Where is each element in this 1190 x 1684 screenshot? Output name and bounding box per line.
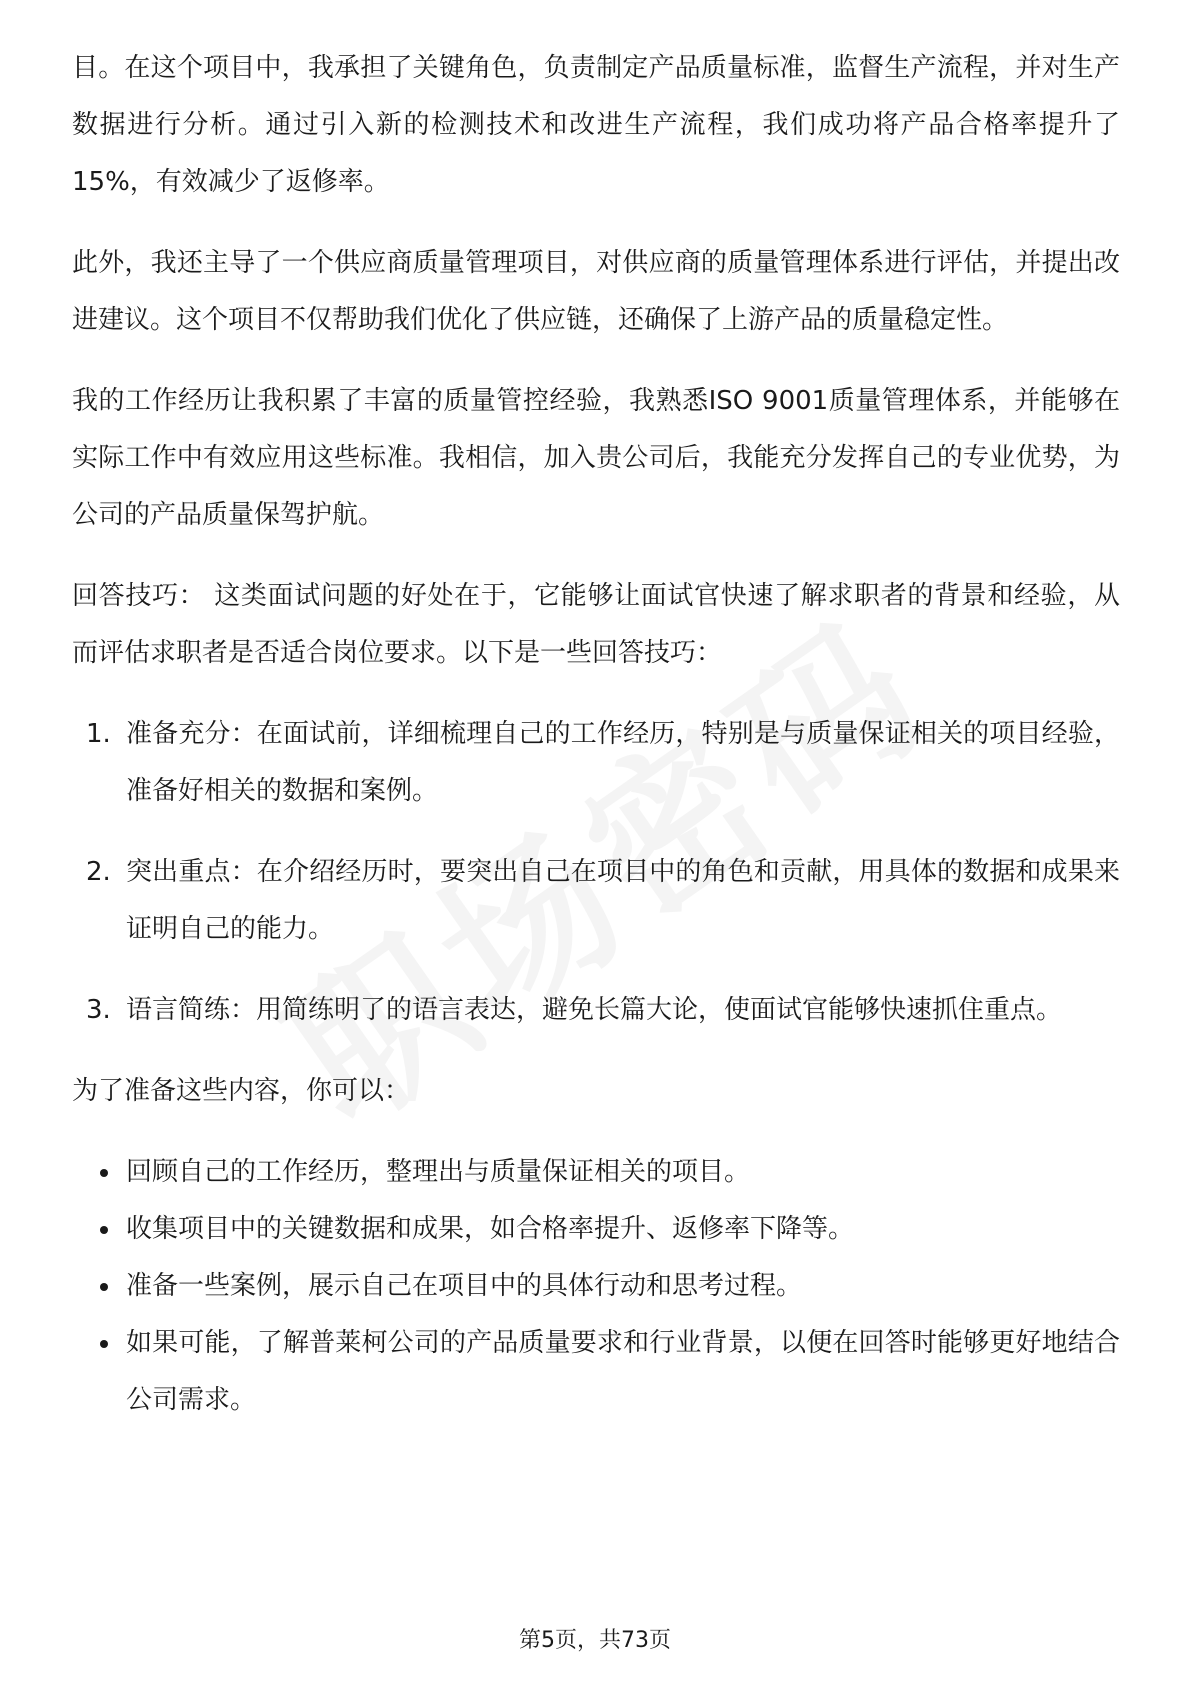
list-number: 3. <box>86 995 111 1025</box>
paragraph-supplier-project: 此外，我还主导了一个供应商质量管理项目，对供应商的质量管理体系进行评估，并提出改进建议。这个项目不仅帮助我们优化了供应链，还确保了上游产品的质量稳定性。 <box>72 248 1120 335</box>
document-body <box>72 40 1120 1429</box>
list-item <box>72 1315 1120 1429</box>
page-number: 第5页，共73页 <box>519 1628 671 1653</box>
list-item <box>72 844 1120 958</box>
tips-list <box>72 706 1120 1039</box>
list-item <box>72 982 1120 1039</box>
list-item-text: 如果可能，了解普莱柯公司的产品质量要求和行业背景，以便在回答时能够更好地结合公司需求。 <box>126 1328 1120 1415</box>
list-item <box>72 1258 1120 1315</box>
bullet-icon <box>100 1169 108 1177</box>
prep-bullet-list <box>72 1144 1120 1429</box>
list-number: 1. <box>86 719 111 749</box>
paragraph-prep-intro: 为了准备这些内容，你可以： <box>72 1076 411 1106</box>
paragraph-answer-tips: 回答技巧： 这类面试问题的好处在于，它能够让面试官快速了解求职者的背景和经验，从而评估求职者是否适合岗位要求。以下是一些回答技巧： <box>72 581 1120 668</box>
list-item <box>72 1201 1120 1258</box>
list-item-text: 准备一些案例，展示自己在项目中的具体行动和思考过程。 <box>126 1271 803 1301</box>
paragraph-project-role: 目。在这个项目中，我承担了关键角色，负责制定产品质量标准，监督生产流程，并对生产数据进行分析。通过引入新的检测技术和改进生产流程，我们成功将产品合格率提升了15%，有效减少了返修率。 <box>72 53 1120 197</box>
list-number: 2. <box>86 857 111 887</box>
list-item-text: 回顾自己的工作经历，整理出与质量保证相关的项目。 <box>126 1157 751 1187</box>
list-item-text: 突出重点：在介绍经历时，要突出自己在项目中的角色和贡献，用具体的数据和成果来证明自己的能力。 <box>126 857 1120 944</box>
paragraph-experience-summary: 我的工作经历让我积累了丰富的质量管控经验，我熟悉ISO 9001质量管理体系，并能够在实际工作中有效应用这些标准。我相信，加入贵公司后，我能充分发挥自己的专业优势，为公司的产品质量保驾护航。 <box>72 386 1120 530</box>
bullet-icon <box>100 1226 108 1234</box>
bullet-icon <box>100 1340 108 1348</box>
bullet-icon <box>100 1283 108 1291</box>
list-item-text: 语言简练：用简练明了的语言表达，避免长篇大论，使面试官能够快速抓住重点。 <box>126 995 1063 1025</box>
list-item-text: 准备充分：在面试前，详细梳理自己的工作经历，特别是与质量保证相关的项目经验，准备好相关的数据和案例。 <box>126 719 1120 806</box>
list-item-text: 收集项目中的关键数据和成果，如合格率提升、返修率下降等。 <box>126 1214 855 1244</box>
list-item <box>72 1144 1120 1201</box>
list-item <box>72 706 1120 820</box>
